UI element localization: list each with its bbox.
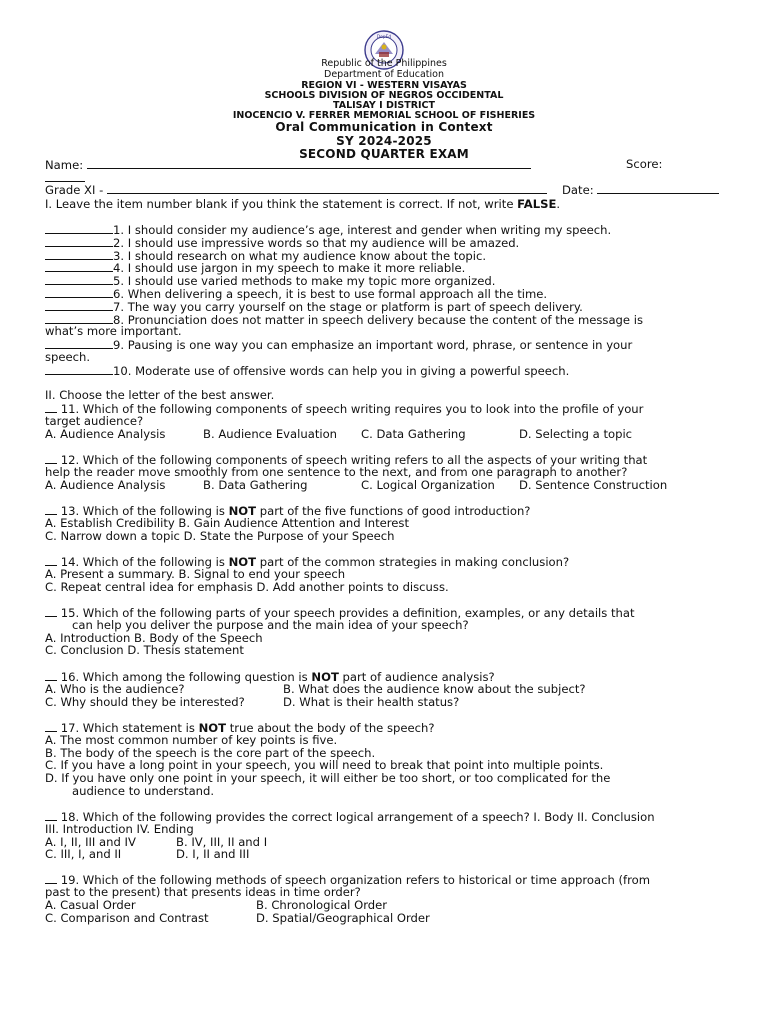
answer-blank[interactable] [45,453,57,464]
q18-option-c[interactable]: C. III, I, and II [45,847,122,861]
grade-label: Grade XI - [45,183,104,197]
q19-options-cd [45,911,430,925]
false-keyword: FALSE [517,197,557,211]
grade-row [45,183,547,197]
header-subject: Oral Communication in Context [275,120,493,134]
answer-blank[interactable] [45,338,113,349]
q18-option-d[interactable]: D. I, II and III [176,847,250,861]
q17-option-d[interactable]: D. If you have only one point in your speech, it will either be too short, or too complicated for the [45,771,611,785]
answer-blank[interactable] [45,249,113,260]
part1-item-10: 10. Moderate use of offensive words can help you in giving a powerful speech. [45,364,569,378]
q11-option-d[interactable]: D. Selecting a topic [519,427,633,441]
part1-item-3: 3. I should research on what my audience know about the topic. [45,249,486,263]
part1-item-4: 4. I should use jargon in my speech to make it more reliable. [45,261,465,275]
seal-text: DepEd [376,35,392,40]
q16-option-a[interactable]: A. Who is the audience? [45,682,185,696]
answer-blank[interactable] [45,873,57,884]
q13-stem: 13. Which of the following is NOT part of the five functions of good introduction? [45,504,530,518]
answer-blank[interactable] [45,261,113,272]
q16-stem: 16. Which among the following question is NOT part of audience analysis? [45,670,495,684]
header-region: REGION VI - WESTERN VISAYAS [301,80,467,91]
answer-blank[interactable] [45,721,57,732]
q15-stem: 15. Which of the following parts of your speech provides a definition, examples, or any details that [45,606,635,620]
q19-stem: 19. Which of the following methods of speech organization refers to historical or time approach (from [45,873,650,887]
answer-blank[interactable] [45,287,113,298]
part1-item-7: 7. The way you carry yourself on the stage or platform is part of speech delivery. [45,300,583,314]
score-label: Score: [626,157,663,171]
answer-blank[interactable] [45,606,57,617]
q18-stem: 18. Which of the following provides the correct logical arrangement of a speech? I. Body II. Conclusion [45,810,655,824]
q11-options [45,427,633,441]
header-division: SCHOOLS DIVISION OF NEGROS OCCIDENTAL [264,90,504,101]
q15-options-ab[interactable]: A. Introduction B. Body of the Speech [45,631,263,645]
q11-stem: 11. Which of the following components of speech writing requires you to look into the profile of your [45,402,643,416]
header-exam-title: SECOND QUARTER EXAM [299,147,469,161]
q11-stem-cont: target audience? [45,414,144,428]
part1-item-2: 2. I should use impressive words so that my audience will be amazed. [45,236,519,250]
answer-blank[interactable] [45,504,57,515]
part1-item-9: 9. Pausing is one way you can emphasize an important word, phrase, or sentence in your [45,338,632,352]
q19-option-d[interactable]: D. Spatial/Geographical Order [256,911,430,925]
header-school-year: SY 2024-2025 [336,134,432,148]
date-label: Date: [562,183,594,197]
name-label: Name: [45,158,84,172]
q12-stem-cont: help the reader move smoothly from one sentence to the next, and from one paragraph to another? [45,465,628,479]
q11-option-b[interactable]: B. Audience Evaluation [203,427,338,441]
header-school: INOCENCIO V. FERRER MEMORIAL SCHOOL OF FISHERIES [232,110,536,121]
q19-option-c[interactable]: C. Comparison and Contrast [45,911,209,925]
part1-item-1: 1. I should consider my audience’s age, interest and gender when writing my speech. [45,223,611,237]
answer-blank[interactable] [45,555,57,566]
answer-blank[interactable] [45,223,113,234]
name-field[interactable] [87,158,531,169]
q17-option-a[interactable]: A. The most common number of key points is five. [45,733,338,747]
q19-option-a[interactable]: A. Casual Order [45,898,136,912]
answer-blank[interactable] [45,274,113,285]
q16-option-d[interactable]: D. What is their health status? [283,695,460,709]
answer-blank[interactable] [45,364,113,375]
q14-stem: 14. Which of the following is NOT part of the common strategies in making conclusion? [45,555,569,569]
q16-option-b[interactable]: B. What does the audience know about the subject? [283,682,586,696]
q12-option-b[interactable]: B. Data Gathering [203,478,308,492]
q14-options-cd[interactable]: C. Repeat central idea for emphasis D. Add another points to discuss. [45,580,449,594]
date-row [562,183,719,197]
q14-options-ab[interactable]: A. Present a summary. B. Signal to end your speech [45,567,346,581]
q13-options-cd[interactable]: C. Narrow down a topic D. State the Purpose of your Speech [45,529,395,543]
q17-option-c[interactable]: C. If you have a long point in your speech, you will need to break that point into multiple points. [45,758,604,772]
q12-stem: 12. Which of the following components of speech writing refers to all the aspects of your writing that [45,453,647,467]
q15-options-cd[interactable]: C. Conclusion D. Thesis statement [45,643,244,657]
date-field[interactable] [597,183,719,194]
q11-option-c[interactable]: C. Data Gathering [361,427,466,441]
part1-item-5: 5. I should use varied methods to make my topic more organized. [45,274,495,288]
answer-blank[interactable] [45,236,113,247]
answer-blank[interactable] [45,810,57,821]
score-field[interactable] [45,171,85,182]
q17-stem: 17. Which statement is NOT true about the body of the speech? [45,721,435,735]
header-department: Department of Education [324,69,444,80]
q11-option-a[interactable]: A. Audience Analysis [45,427,166,441]
q17-option-b[interactable]: B. The body of the speech is the core part of the speech. [45,746,376,760]
q18-stem-cont: III. Introduction IV. Ending [45,822,194,836]
q19-option-b[interactable]: B. Chronological Order [256,898,388,912]
grade-field[interactable] [107,183,547,194]
answer-blank[interactable] [45,313,113,324]
part1-item-6: 6. When delivering a speech, it is best to use formal approach all the time. [45,287,547,301]
header-republic: Republic of the Philippines [321,58,447,69]
part1-item-8: 8. Pronunciation does not matter in speech delivery because the content of the message is [45,313,643,327]
part1-item-8-cont: what’s more important. [45,324,182,338]
answer-blank[interactable] [45,670,57,681]
part1-item-9-cont: speech. [45,350,91,364]
q16-options-cd [45,695,460,709]
q15-stem-cont: can help you deliver the purpose and the main idea of your speech? [72,618,469,632]
part1-instruction: I. Leave the item number blank if you think the statement is correct. If not, write FALSE. [45,197,561,211]
part2-instruction: II. Choose the letter of the best answer. [45,388,275,402]
header-district: TALISAY I DISTRICT [332,100,436,111]
q12-options [45,478,668,492]
q18-option-a[interactable]: A. I, II, III and IV [45,835,136,849]
q17-option-d-cont: audience to understand. [72,784,215,798]
q16-option-c[interactable]: C. Why should they be interested? [45,695,245,709]
q12-option-d[interactable]: D. Sentence Construction [519,478,668,492]
name-row [45,158,531,172]
answer-blank[interactable] [45,300,113,311]
answer-blank[interactable] [45,402,57,413]
q12-option-a[interactable]: A. Audience Analysis [45,478,166,492]
q18-option-b[interactable]: B. IV, III, II and I [176,835,268,849]
q19-stem-cont: past to the present) that presents ideas in time order? [45,885,361,899]
q12-option-c[interactable]: C. Logical Organization [361,478,495,492]
q18-options-cd [45,847,250,861]
q13-options-ab[interactable]: A. Establish Credibility B. Gain Audience Attention and Interest [45,516,409,530]
